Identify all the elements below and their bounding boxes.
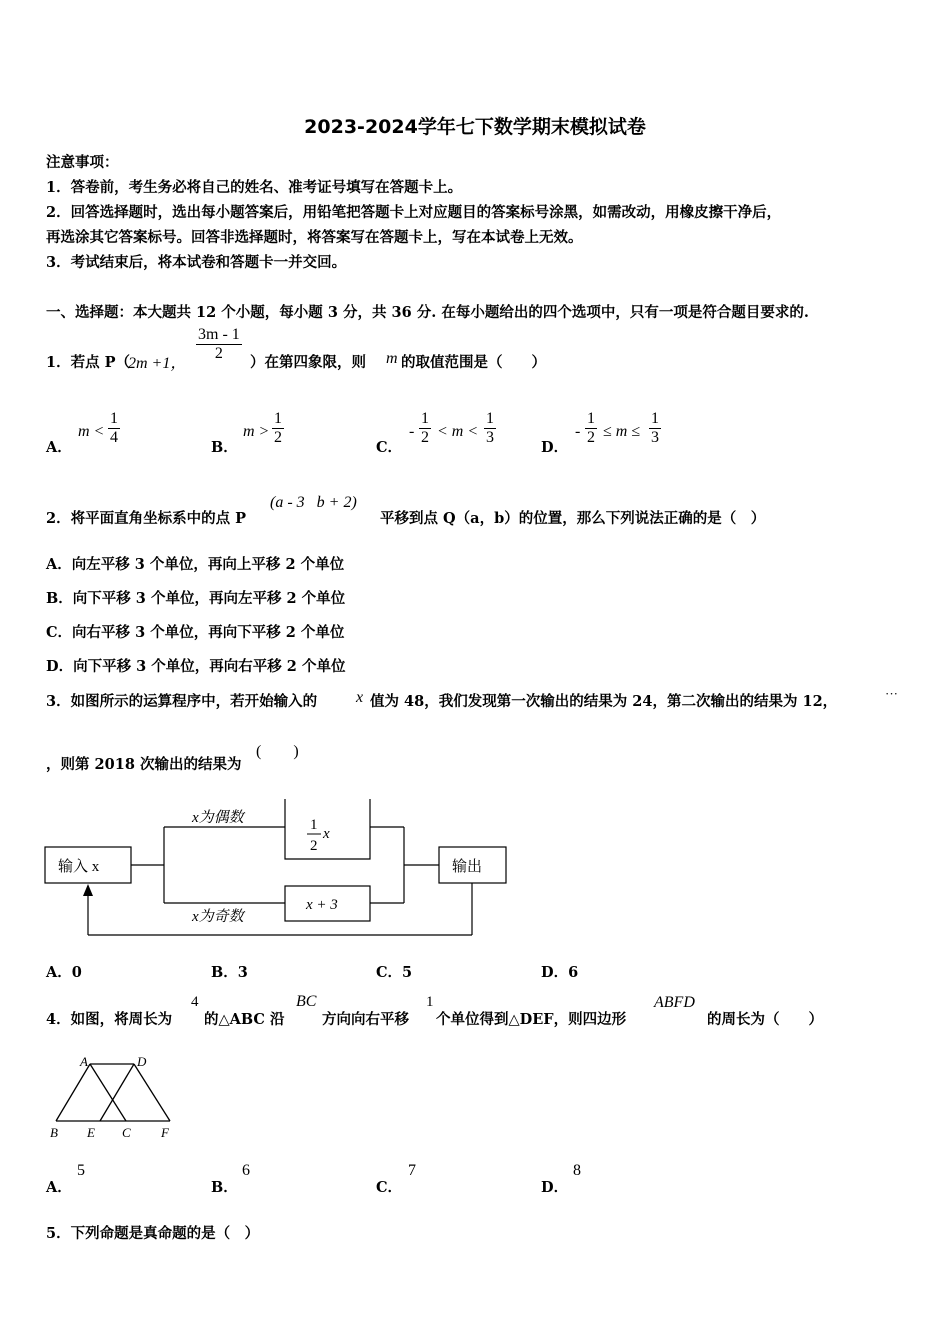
q1-prefix: 1．若点 P（: [46, 354, 131, 371]
q4-p3: 方向向右平移: [322, 1011, 409, 1028]
plus3-label: x + 3: [306, 897, 338, 913]
q2-option-d: D．向下平移 3 个单位，再向右平移 2 个单位: [46, 658, 346, 675]
vertex-a: A: [80, 1054, 88, 1069]
q1-var: m: [386, 350, 398, 367]
q4-p5: 的周长为（ ）: [707, 1011, 823, 1028]
q2-option-c: C．向右平移 3 个单位，再向下平移 2 个单位: [46, 624, 345, 641]
q1-option-c-mid: < m <: [437, 423, 479, 440]
q1-option-b-label: B．: [211, 439, 238, 456]
q4-n1: 1: [426, 994, 434, 1010]
section-heading: 一、选择题：本大题共 12 个小题，每小题 3 分，共 36 分. 在每小题给出的四个选项中，只有一项是符合题目要求的.: [46, 304, 809, 321]
translation-figure: [44, 1053, 184, 1145]
note-item: 3．考试结束后，将本试卷和答题卡一并交回。: [46, 254, 347, 271]
output-label: 输出: [452, 859, 483, 875]
q4-option-a-label: A．: [46, 1179, 72, 1196]
q1-suffix2: 的取值范围是（ ）: [401, 354, 546, 371]
q3-var: x: [356, 689, 364, 706]
q1-option-b-frac: $\frac{1}{2}$: [274, 410, 282, 446]
half-num: 1: [310, 817, 318, 833]
page-title: 2023-2024学年七下数学期末模拟试卷: [304, 116, 646, 138]
vertex-e: E: [87, 1125, 95, 1140]
q4-p4: 个单位得到△DEF，则四边形: [436, 1011, 627, 1028]
q3-line1b: 值为 48，我们发现第一次输出的结果为 24，第二次输出的结果为 12，: [370, 693, 838, 710]
q3-option-c: C．5: [376, 964, 413, 981]
q2-suffix: 平移到点 Q（a，b）的位置，那么下列说法正确的是（ ）: [380, 510, 766, 527]
odd-label: x为奇数: [192, 909, 244, 925]
q4-option-b-label: B．: [211, 1179, 238, 1196]
q3-line2: ，则第 2018 次输出的结果为: [46, 756, 242, 773]
q1-option-d-frac1: $\frac{1}{2}$: [587, 410, 595, 446]
q1-option-d-frac2: $\frac{1}{3}$: [651, 410, 659, 446]
flowchart-diagram: [40, 795, 520, 945]
q3-paren: ( ): [256, 743, 299, 760]
q4-option-d-label: D．: [541, 1179, 569, 1196]
q2-point: (a - 3 b + 2): [270, 494, 357, 511]
note-item: 再选涂其它答案标号。回答非选择题时，将答案写在答题卡上，写在本试卷上无效。: [46, 229, 583, 246]
question-5: 5．下列命题是真命题的是（ ）: [46, 1225, 260, 1242]
notes-heading: 注意事项：: [46, 154, 119, 171]
q4-option-a-value: 5: [77, 1162, 85, 1179]
vertex-c: C: [122, 1125, 131, 1140]
q4-option-c-value: 7: [408, 1162, 416, 1179]
q4-option-c-label: C．: [376, 1179, 403, 1196]
q4-n4: 4: [191, 994, 199, 1010]
q4-option-d-value: 8: [573, 1162, 581, 1179]
q1-option-c-frac2: $\frac{1}{3}$: [486, 410, 494, 446]
note-item: 1．答卷前，考生务必将自己的姓名、准考证号填写在答题卡上。: [46, 179, 463, 196]
q1-fraction: $\frac{3m - 1}{2}$: [198, 326, 240, 362]
q1-option-a-label: A．: [46, 439, 72, 456]
q3-ellipsis: ···: [885, 686, 898, 701]
vertex-b: B: [50, 1125, 58, 1140]
q4-bc: BC: [296, 993, 317, 1010]
q2-option-b: B．向下平移 3 个单位，再向左平移 2 个单位: [46, 590, 346, 607]
input-label: 输入 x: [58, 859, 100, 875]
q3-option-b: B．3: [211, 964, 248, 981]
q4-abfd: ABFD: [654, 994, 695, 1011]
q1-option-c-frac1: $\frac{1}{2}$: [421, 410, 429, 446]
q1-option-c-minus: -: [409, 423, 415, 440]
q4-option-b-value: 6: [242, 1162, 250, 1179]
half-var: x: [323, 826, 330, 842]
q3-option-d: D．6: [541, 964, 579, 981]
q1-option-a-expr: m <: [78, 423, 105, 440]
q2-option-a: A．向左平移 3 个单位，再向上平移 2 个单位: [46, 556, 345, 573]
q1-option-c-label: C．: [376, 439, 403, 456]
note-item: 2．回答选择题时，选出每小题答案后，用铅笔把答题卡上对应题目的答案标号涂黑，如需改动，用橡皮擦干净后，: [46, 204, 782, 221]
q1-option-d-minus: -: [575, 423, 581, 440]
feedback-arrow: [83, 884, 93, 896]
q2-prefix: 2．将平面直角坐标系中的点 P: [46, 510, 247, 527]
q1-suffix: ）在第四象限，则: [250, 354, 366, 371]
vertex-f: F: [161, 1125, 169, 1140]
vertex-d: D: [137, 1054, 147, 1069]
q1-expr: 2m +1，: [128, 355, 187, 372]
q1-option-b-expr: m >: [243, 423, 270, 440]
q1-option-d-label: D．: [541, 439, 569, 456]
q1-option-a-frac: $\frac{1}{4}$: [110, 410, 118, 446]
q3-option-a: A．0: [46, 964, 82, 981]
half-den: 2: [310, 838, 318, 854]
q4-p1: 4．如图，将周长为: [46, 1011, 173, 1028]
even-label: x为偶数: [192, 810, 244, 826]
q1-option-d-mid: ≤ m ≤: [603, 423, 641, 440]
q3-line1a: 3．如图所示的运算程序中，若开始输入的: [46, 693, 318, 710]
q4-p2: 的△ABC 沿: [204, 1011, 285, 1028]
